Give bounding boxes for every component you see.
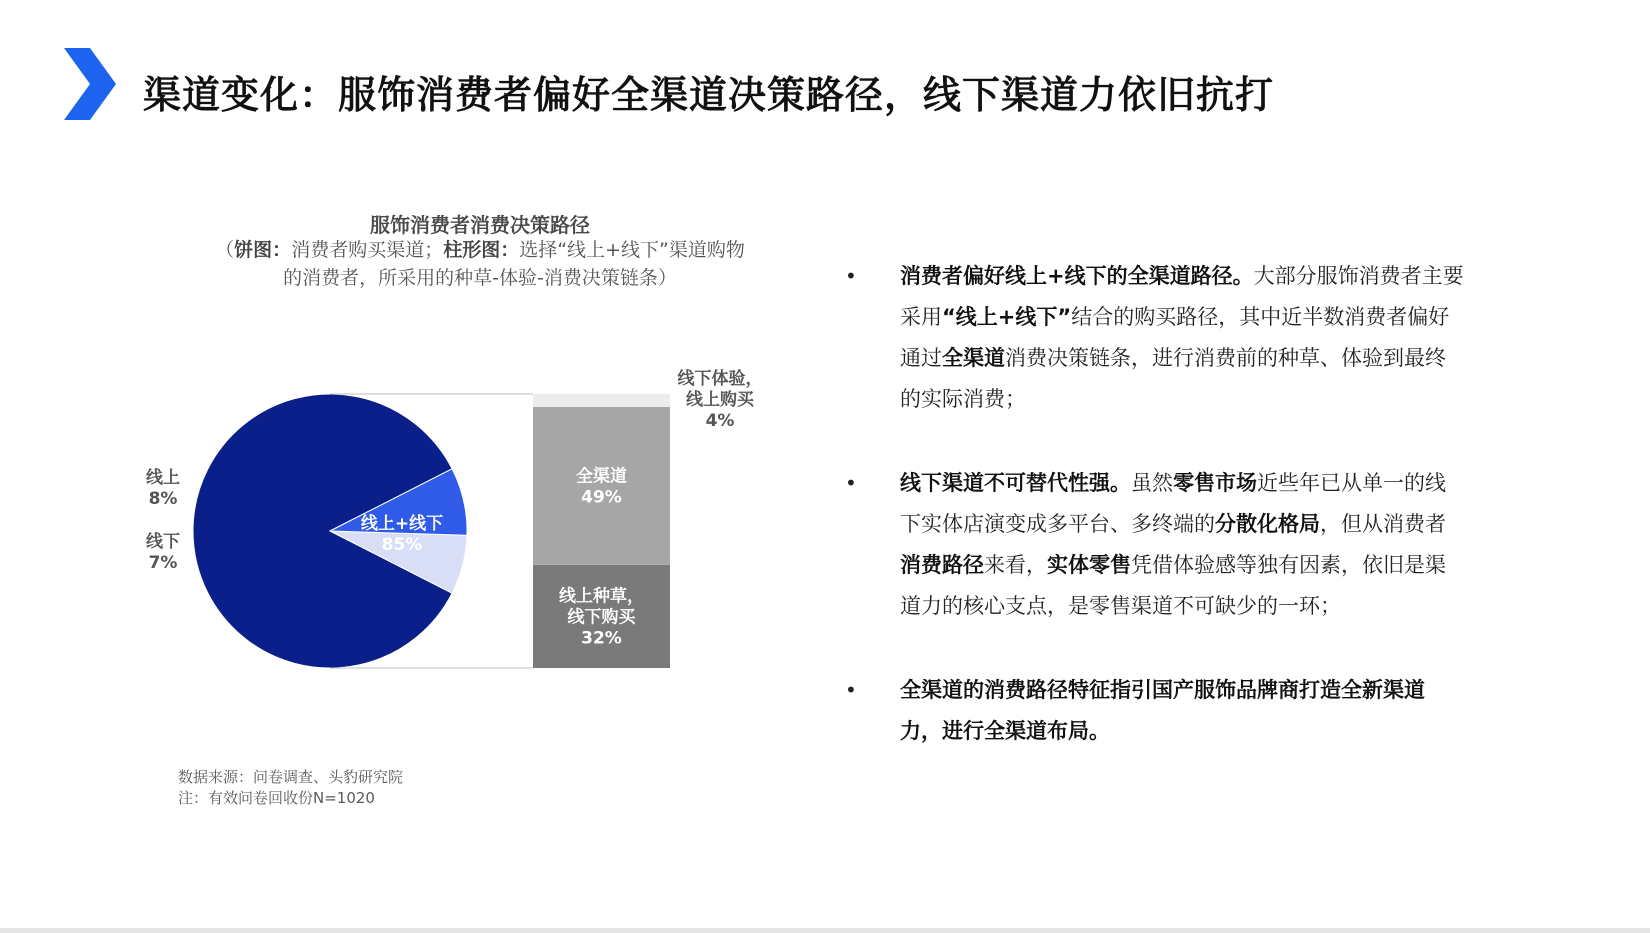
bar-segment	[533, 394, 670, 407]
source-line: 数据来源：问卷调查、头豹研究院	[178, 768, 404, 786]
emphasis-text: 饼图：	[234, 239, 292, 261]
emphasis-text: 全渠道	[942, 346, 1005, 370]
emphasis-text: 消费者偏好线上+线下的全渠道路径。	[900, 264, 1254, 288]
source-note	[178, 767, 403, 809]
bullet-item	[845, 463, 1465, 627]
emphasis-text: 全渠道的消费路径特征指引国产服饰品牌商打造全新渠道力，进行全渠道布局。	[900, 678, 1425, 743]
pie-label-main-line: 85%	[381, 535, 423, 555]
body-text: 来看，	[984, 553, 1047, 577]
emphasis-text: 柱形图：	[443, 239, 520, 261]
bar-label	[576, 465, 627, 507]
emphasis-text: 分散化格局	[1215, 512, 1320, 536]
bar-label-line: 32%	[581, 628, 622, 649]
page-title: 渠道变化：服饰消费者偏好全渠道决策路径，线下渠道力依旧抗打	[143, 73, 1275, 117]
pie-label-side-line: 8%	[148, 489, 178, 510]
emphasis-text: 消费路径	[900, 553, 984, 577]
bar-label-outside	[678, 368, 763, 431]
bar-label-line: 49%	[581, 487, 622, 508]
bar-label-outside-line: 线上购买	[686, 390, 754, 410]
body-text: 近些年已从单一的线下实体店演变成多平台、多终端的	[900, 471, 1446, 536]
bottom-divider	[0, 928, 1650, 933]
body-text: 结合的购买路径，其中近半数消费者偏好通过	[900, 305, 1450, 370]
chart-title: 服饰消费者消费决策路径	[370, 213, 590, 237]
body-text: 消费者购买渠道；	[291, 239, 444, 261]
bullet-dot: •	[845, 264, 857, 288]
bar-label-outside-line: 4%	[705, 411, 735, 431]
emphasis-text: “线上+线下”	[942, 305, 1072, 329]
pie-label-side-line: 线下	[146, 532, 180, 553]
body-text: （	[215, 239, 235, 261]
emphasis-text: 零售市场	[1173, 471, 1257, 495]
body-text: ，但从消费者	[1320, 512, 1446, 536]
bullet-list	[845, 256, 1465, 795]
bullet-dot: •	[845, 471, 857, 495]
pie-label-side-line: 线上	[146, 468, 180, 489]
emphasis-text: 线下渠道不可替代性强。	[900, 471, 1131, 495]
body-text: 大部分服饰消费者主要采用	[900, 264, 1464, 329]
bullet-dot: •	[845, 678, 857, 702]
body-text: 选择“线上+线下”渠道购物的消费者，所采用的种草-体验-消费决策链条）	[283, 239, 745, 289]
body-text: 消费决策链条，进行消费前的种草、体验到最终的实际消费；	[900, 346, 1446, 411]
note-line: 注：有效问卷回收份N=1020	[178, 789, 375, 807]
bullet-item	[845, 670, 1465, 752]
pie-label-side	[146, 467, 180, 509]
bar-label-line: 全渠道	[576, 466, 627, 487]
bar-label-outside-line: 线下体验，	[677, 369, 763, 389]
body-text: 虽然	[1131, 471, 1173, 495]
pie-label-side-line: 7%	[148, 553, 178, 574]
bar-label-line: 线上种草，	[559, 586, 644, 607]
bullet-item	[845, 256, 1465, 420]
bar-label-line: 线下购买	[567, 607, 636, 628]
emphasis-text: 实体零售	[1047, 553, 1131, 577]
pie-label-side	[146, 531, 180, 573]
pie-label-main-line: 线上+线下	[360, 514, 444, 534]
body-text: 凭借体验感等独有因素，依旧是渠道力的核心支点，是零售渠道不可缺少的一环；	[900, 553, 1446, 618]
